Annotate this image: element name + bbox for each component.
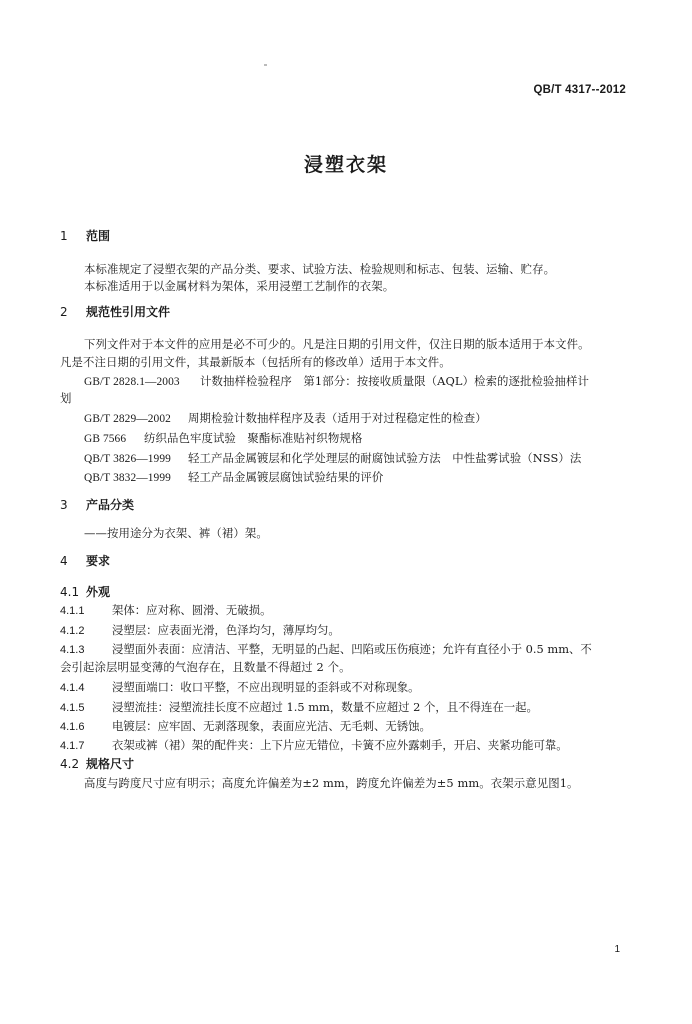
reference-title: 周期检验计数抽样程序及表（适用于对过程稳定性的检查） (188, 411, 487, 425)
clause-item (60, 699, 538, 715)
clause-number: 4.1.4 (60, 682, 85, 694)
clause-text: 电镀层：应牢固、无剥落现象，表面应光洁、无毛刺、无锈蚀。 (112, 719, 431, 733)
clause-text: 衣架或裤（裙）架的配件夹：上下片应无错位，卡簧不应外露刺手，开启、夹紧功能可靠。 (112, 738, 568, 752)
reference-item (84, 469, 383, 485)
section-3-heading (60, 496, 134, 513)
reference-item (84, 430, 362, 446)
section-title: 规范性引用文件 (86, 305, 171, 319)
reference-code: GB/T 2829—2002 (84, 413, 171, 425)
scope-paragraph-1: 本标准规定了浸塑衣架的产品分类、要求、试验方法、检验规则和标志、包装、运输、贮存。 (84, 262, 556, 276)
clause-item (60, 622, 340, 638)
section-number: 3 (60, 498, 68, 512)
reference-item (84, 450, 581, 466)
clause-item (60, 679, 420, 695)
refs-intro-line-2: 凡是不注日期的引用文件，其最新版本（包括所有的修改单）适用于本文件。 (60, 355, 451, 369)
clause-text: 浸塑层：应表面光滑，色泽均匀，薄厚均匀。 (112, 623, 340, 637)
reference-item-continuation: 划 (60, 391, 72, 405)
section-title: 要求 (86, 554, 111, 568)
clause-text: 架体：应对称、圆滑、无破损。 (112, 603, 272, 617)
clause-item (60, 737, 568, 753)
subsection-4-2-heading (60, 755, 134, 772)
section-1-heading (60, 227, 110, 244)
clause-text: 浸塑面端口：收口平整，不应出现明显的歪斜或不对称现象。 (112, 680, 420, 694)
scope-paragraph-2: 本标准适用于以金属材料为架体，采用浸塑工艺制作的衣架。 (84, 279, 395, 293)
page-number: 1 (614, 944, 620, 955)
standard-number: QB/T 4317--2012 (533, 84, 626, 96)
subsection-4-1-heading (60, 583, 110, 600)
reference-item (84, 373, 589, 389)
section-title: 产品分类 (86, 498, 135, 512)
reference-item (84, 410, 487, 426)
clause-number: 4.1.2 (60, 625, 85, 637)
subsection-title: 规格尺寸 (86, 757, 135, 771)
clause-text: 浸塑面外表面：应清洁、平整，无明显的凸起、凹陷或压伤痕迹；允许有直径小于 0.5 mm、不 (112, 642, 592, 656)
section-2-heading (60, 303, 170, 320)
clause-number: 4.1.3 (60, 644, 85, 656)
clause-number: 4.1.5 (60, 702, 85, 714)
clause-continuation: 会引起涂层明显变薄的气泡存在，且数量不得超过 2 个。 (60, 660, 351, 674)
spec-paragraph: 高度与跨度尺寸应有明示；高度允许偏差为±2 mm，跨度允许偏差为±5 mm。衣架示意见图1。 (84, 776, 579, 790)
reference-title: 纺织品色牢度试验 聚酯标准贴衬织物规格 (144, 431, 363, 445)
document-title: 浸塑衣架 (303, 154, 388, 176)
subsection-title: 外观 (86, 585, 111, 599)
reference-code: GB 7566 (84, 433, 127, 445)
clause-number: 4.1.1 (60, 605, 85, 617)
section-number: 4 (60, 554, 68, 568)
clause-number: 4.1.7 (60, 740, 85, 752)
clause-item (60, 718, 431, 734)
clause-number: 4.1.6 (60, 721, 85, 733)
reference-title: 计数抽样检验程序 第1部分：按接收质量限（AQL）检索的逐批检验抽样计 (200, 374, 589, 388)
classification-text: ——按用途分为衣架、裤（裙）架。 (84, 526, 268, 540)
section-4-heading (60, 552, 110, 569)
clause-item (60, 641, 592, 657)
reference-code: GB/T 2828.1—2003 (84, 376, 180, 388)
clause-item (60, 602, 271, 618)
clause-text: 浸塑流挂：浸塑流挂长度不应超过 1.5 mm，数量不应超过 2 个，且不得连在一起。 (112, 700, 538, 714)
refs-intro-line-1: 下列文件对于本文件的应用是必不可少的。凡是注日期的引用文件，仅注日期的版本适用于本文件。 (84, 337, 590, 351)
section-title: 范围 (86, 229, 111, 243)
reference-code: QB/T 3826—1999 (84, 453, 171, 465)
subsection-number: 4.2 (60, 757, 80, 771)
reference-code: QB/T 3832—1999 (84, 472, 171, 484)
section-number: 2 (60, 305, 68, 319)
subsection-number: 4.1 (60, 585, 80, 599)
section-number: 1 (60, 229, 68, 243)
reference-title: 轻工产品金属镀层和化学处理层的耐腐蚀试验方法 中性盐雾试验（NSS）法 (188, 451, 582, 465)
reference-title: 轻工产品金属镀层腐蚀试验结果的评价 (188, 470, 384, 484)
scan-speck (264, 64, 267, 66)
